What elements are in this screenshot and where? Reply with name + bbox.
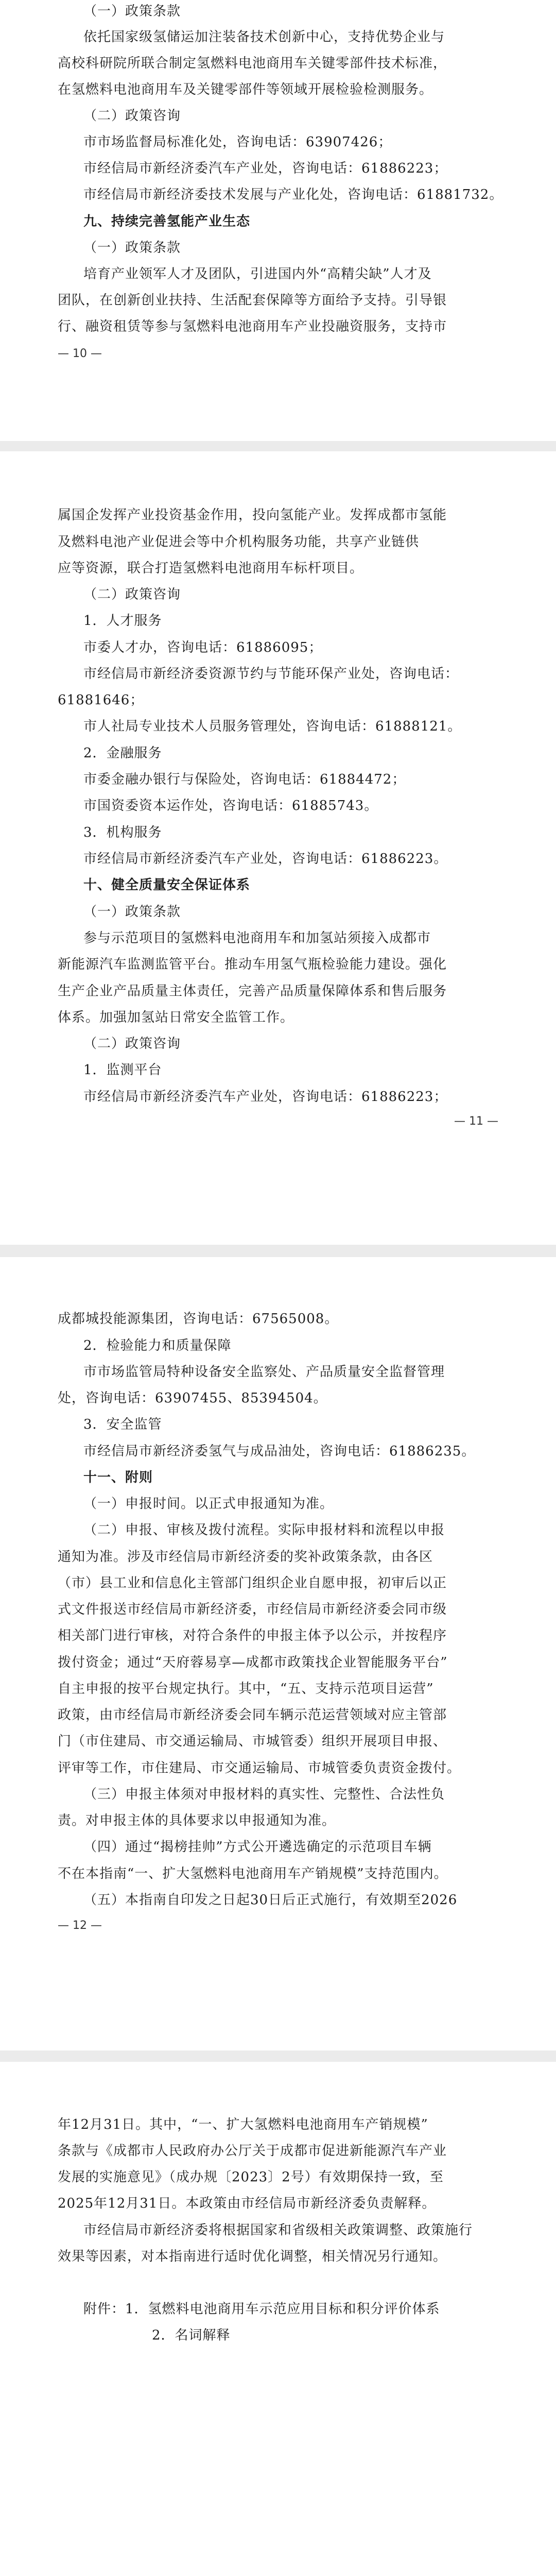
chapter-heading: 九、持续完善氢能产业生态 xyxy=(83,214,251,229)
page-number: — 12 — xyxy=(58,1919,102,1932)
paragraph-line: 团队，在创新创业扶持、生活配套保障等方面给予支持。引导银 xyxy=(58,293,447,308)
paragraph-line: （二）申报、审核及拨付流程。实际申报材料和流程以申报 xyxy=(83,1522,445,1538)
paragraph-line: 行、融资租赁等参与氢燃料电池商用车产业投融资服务，支持市 xyxy=(58,319,447,334)
section-heading: （二）政策咨询 xyxy=(83,587,181,602)
paragraph-line: 参与示范项目的氢燃料电池商用车和加氢站须接入成都市 xyxy=(83,930,431,946)
section-heading: （二）政策咨询 xyxy=(83,108,181,124)
paragraph-line: （市）县工业和信息化主管部门组织企业自愿申报，初审后以正 xyxy=(58,1575,447,1591)
section-heading: （一）政策条款 xyxy=(83,904,181,920)
paragraph-line: 效果等因素，对本指南进行适时优化调整，相关情况另行通知。 xyxy=(58,2249,447,2264)
paragraph-line: 应等资源，联合打造氢燃料电池商用车标杆项目。 xyxy=(58,561,364,576)
contact-line: 市市场监管局特种设备安全监察处、产品质量安全监督管理 xyxy=(83,1364,445,1380)
document-page-11 xyxy=(0,451,556,1245)
paragraph-line: 条款与《成都市人民政府办公厅关于成都市促进新能源汽车产业 xyxy=(58,2143,447,2159)
paragraph-line: 2025年12月31日。本政策由市经信局市新经济委负责解释。 xyxy=(58,2196,436,2211)
section-heading: （一）政策条款 xyxy=(83,4,181,19)
contact-line: 市经信局市新经济委汽车产业处，咨询电话：61886223； xyxy=(83,161,448,176)
contact-line: 处，咨询电话：63907455、85394504。 xyxy=(58,1391,327,1406)
contact-line: 市经信局市新经济委技术发展与产业化处，咨询电话：61881732。 xyxy=(83,187,503,202)
paragraph-line: 发展的实施意见》（成办规〔2023〕2号）有效期保持一致，至 xyxy=(58,2170,444,2185)
subsection-heading: 3．机构服务 xyxy=(83,825,162,840)
paragraph-line: 市经信局市新经济委将根据国家和省级相关政策调整、政策施行 xyxy=(83,2223,473,2238)
paragraph-line: 拨付资金；通过“天府蓉易享—成都市政策找企业智能服务平台” xyxy=(58,1655,448,1670)
paragraph-line: 高校科研院所联合制定氢燃料电池商用车关键零部件技术标准， xyxy=(58,56,447,71)
section-heading: （二）政策咨询 xyxy=(83,1036,181,1052)
paragraph-line: 通知为准。涉及市经信局市新经济委的奖补政策条款，由各区 xyxy=(58,1549,433,1565)
attachment-line: 2．名词解释 xyxy=(152,2328,231,2343)
contact-line: 成都城投能源集团，咨询电话：67565008。 xyxy=(58,1311,339,1327)
contact-line: 市经信局市新经济委汽车产业处，咨询电话：61886223。 xyxy=(83,851,448,867)
chapter-heading: 十、健全质量安全保证体系 xyxy=(83,877,251,893)
contact-line: 市委人才办，咨询电话：61886095； xyxy=(83,640,323,655)
paragraph-line: 评审等工作，市住建局、市交通运输局、市城管委负责资金拨付。 xyxy=(58,1760,461,1776)
contact-line: 61881646； xyxy=(58,692,144,708)
contact-line: 市经信局市新经济委汽车产业处，咨询电话：61886223； xyxy=(83,1089,448,1105)
subsection-heading: 2．检验能力和质量保障 xyxy=(83,1338,232,1353)
paragraph-line: 培育产业领军人才及团队，引进国内外“高精尖缺”人才及 xyxy=(83,266,432,282)
contact-line: 市经信局市新经济委氢气与成品油处，咨询电话：61886235。 xyxy=(83,1444,476,1459)
paragraph-line: 不在本指南“一、扩大氢燃料电池商用车产销规模”支持范围内。 xyxy=(58,1866,448,1882)
contact-line: 市市场监督局标准化处，咨询电话：63907426； xyxy=(83,134,392,150)
subsection-heading: 3．安全监管 xyxy=(83,1417,162,1432)
document-page-13 xyxy=(0,2062,556,2576)
subsection-heading: 2．金融服务 xyxy=(83,745,162,761)
contact-line: 市人社局专业技术人员服务管理处，咨询电话：61888121。 xyxy=(83,719,462,734)
document-page-12 xyxy=(0,1257,556,2050)
subsection-heading: 1．监测平台 xyxy=(83,1062,162,1078)
paragraph-line: 门（市住建局、市交通运输局、市城管委）组织开展项目申报、 xyxy=(58,1734,447,1749)
chapter-heading: 十一、附则 xyxy=(83,1470,153,1485)
paragraph-line: （一）申报时间。以正式申报通知为准。 xyxy=(83,1496,334,1512)
paragraph-line: （三）申报主体须对申报材料的真实性、完整性、合法性负 xyxy=(83,1787,445,1802)
paragraph-line: 依托国家级氢储运加注装备技术创新中心，支持优势企业与 xyxy=(83,29,445,45)
page-number: — 11 — xyxy=(454,1115,498,1128)
paragraph-line: 新能源汽车监测监管平台。推动车用氢气瓶检验能力建设。强化 xyxy=(58,957,447,972)
paragraph-line: （五）本指南自印发之日起30日后正式施行，有效期至2026 xyxy=(83,1892,458,1908)
section-heading: （一）政策条款 xyxy=(83,240,181,256)
paragraph-line: 责。对申报主体的具体要求以申报通知为准。 xyxy=(58,1813,336,1828)
paragraph-line: 年12月31日。其中，“一、扩大氢燃料电池商用车产销规模” xyxy=(58,2117,428,2132)
paragraph-line: 属国企发挥产业投资基金作用，投向氢能产业。发挥成都市氢能 xyxy=(58,507,447,523)
paragraph-line: （四）通过“揭榜挂帅”方式公开遴选确定的示范项目车辆 xyxy=(83,1839,432,1855)
paragraph-line: 相关部门进行审核，对符合条件的申报主体予以公示，并按程序 xyxy=(58,1628,447,1643)
document-page-10 xyxy=(0,0,556,441)
subsection-heading: 1．人才服务 xyxy=(83,613,162,629)
contact-line: 市经信局市新经济委资源节约与节能环保产业处，咨询电话： xyxy=(83,666,459,682)
paragraph-line: 生产企业产品质量主体责任，完善产品质量保障体系和售后服务 xyxy=(58,984,447,999)
paragraph-line: 及燃料电池产业促进会等中介机构服务功能，共享产业链供 xyxy=(58,534,420,550)
paragraph-line: 在氢燃料电池商用车及关键零部件等领域开展检验检测服务。 xyxy=(58,82,433,97)
paragraph-line: 政策，由市经信局市新经济委会同车辆示范运营领域对应主管部 xyxy=(58,1707,447,1723)
attachment-line: 附件：1．氢燃料电池商用车示范应用目标和积分评价体系 xyxy=(83,2301,440,2317)
contact-line: 市委金融办银行与保险处，咨询电话：61884472； xyxy=(83,772,406,787)
contact-line: 市国资委资本运作处，咨询电话：61885743。 xyxy=(83,798,378,814)
page-number: — 10 — xyxy=(58,347,102,360)
paragraph-line: 自主申报的按平台规定执行。其中，“五、支持示范项目运营” xyxy=(58,1681,434,1697)
paragraph-line: 式文件报送市经信局市新经济委，市经信局市新经济委会同市级 xyxy=(58,1602,447,1617)
paragraph-line: 体系。加强加氢站日常安全监管工作。 xyxy=(58,1010,294,1025)
